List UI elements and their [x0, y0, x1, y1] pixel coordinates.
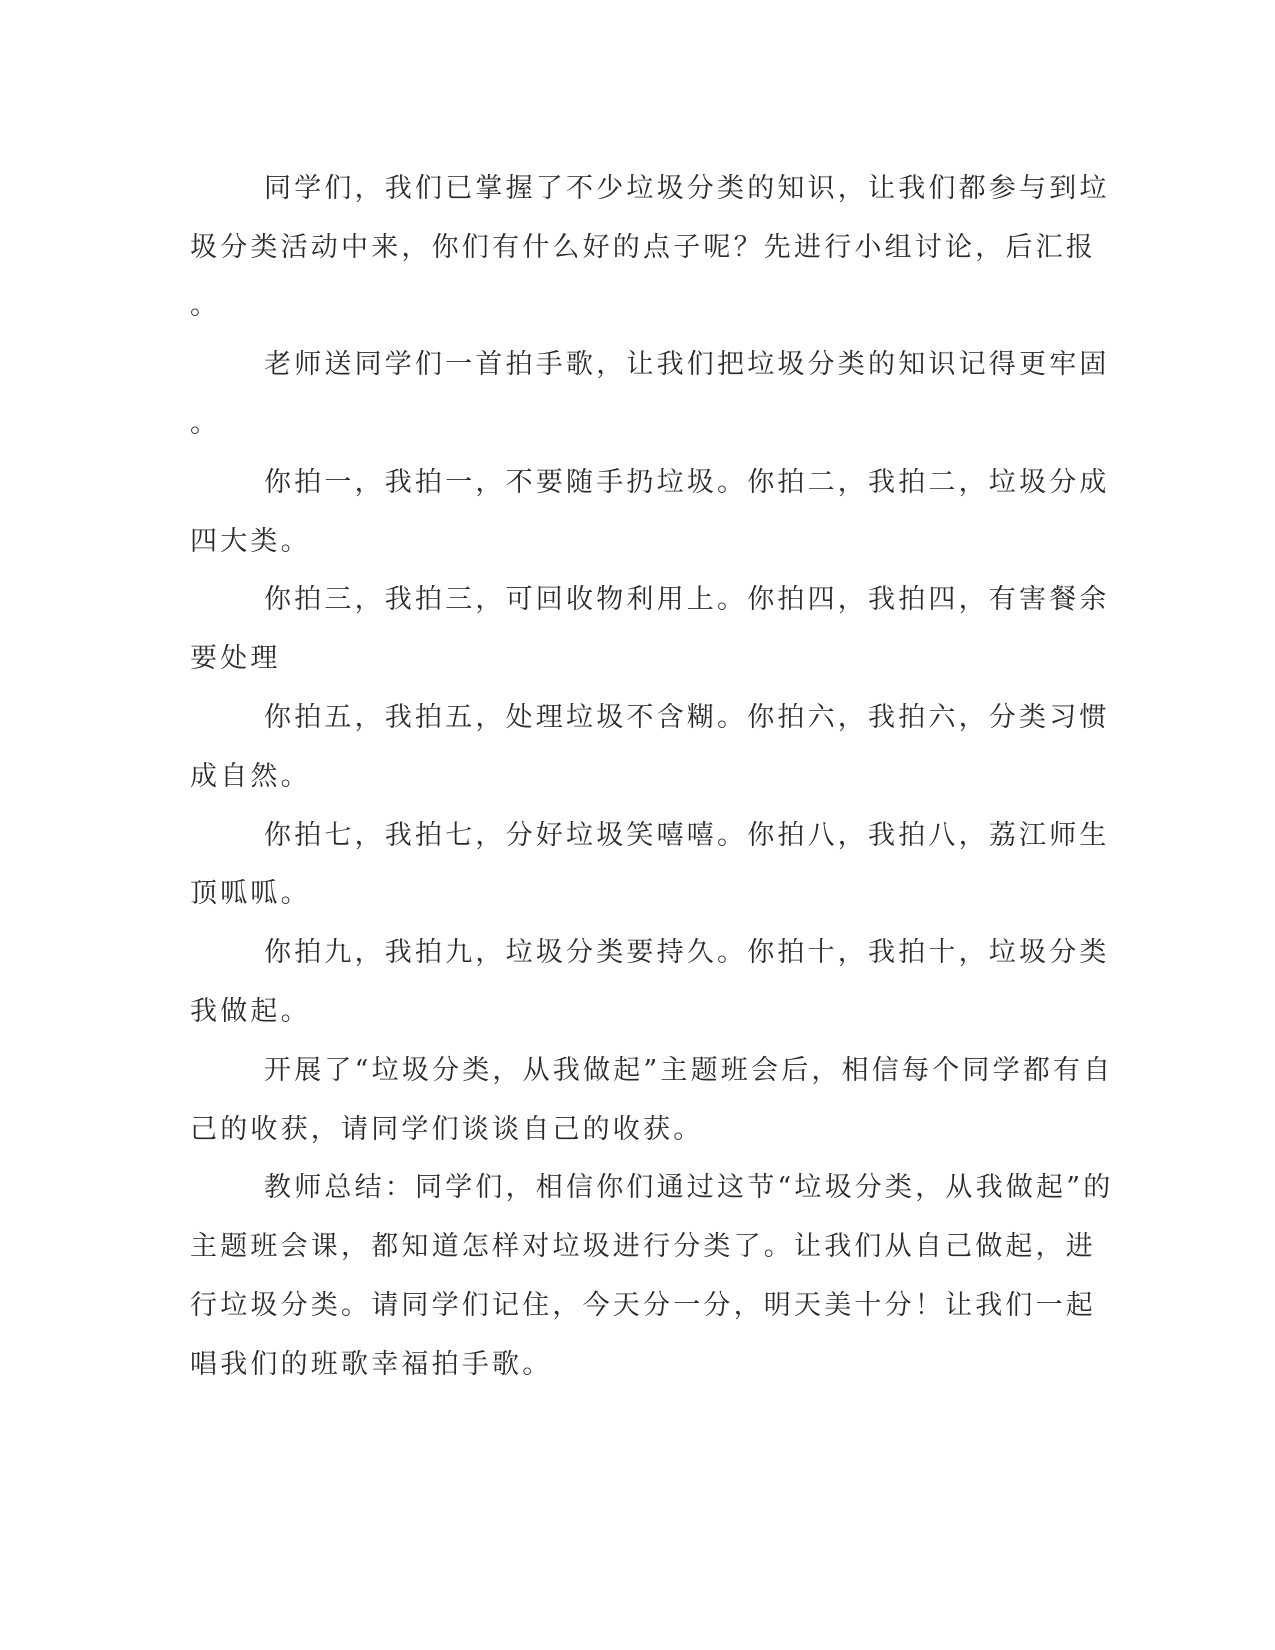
- paragraph-line: 。: [190, 290, 221, 321]
- paragraph-line: 你拍一，我拍一，不要随手扔垃圾。你拍二，我拍二，垃圾分成: [264, 467, 1110, 498]
- paragraph-line: 己的收获，请同学们谈谈自己的收获。: [190, 1114, 704, 1145]
- paragraph-line: 四大类。: [190, 526, 311, 557]
- paragraph-line: 同学们，我们已掌握了不少垃圾分类的知识，让我们都参与到垃: [264, 173, 1110, 204]
- paragraph-line: 顶呱呱。: [190, 878, 311, 909]
- paragraph-line: 主题班会课，都知道怎样对垃圾进行分类了。让我们从自己做起，进: [190, 1231, 1096, 1262]
- paragraph-line: 开展了“垃圾分类，从我做起”主题班会后，相信每个同学都有自: [264, 1055, 1114, 1086]
- paragraph-line: 我做起。: [190, 996, 311, 1027]
- paragraph-line: 你拍九，我拍九，垃圾分类要持久。你拍十，我拍十，垃圾分类: [264, 937, 1110, 968]
- paragraph-line: 圾分类活动中来，你们有什么好的点子呢？先进行小组讨论，后汇报: [190, 232, 1096, 263]
- paragraph-line: 成自然。: [190, 761, 311, 792]
- paragraph-line: 老师送同学们一首拍手歌，让我们把垃圾分类的知识记得更牢固: [264, 349, 1110, 380]
- paragraph-line: 。: [190, 408, 221, 439]
- paragraph-line: 要处理: [190, 643, 281, 674]
- paragraph-line: 你拍七，我拍七，分好垃圾笑嘻嘻。你拍八，我拍八，荔江师生: [264, 820, 1110, 851]
- paragraph-line: 你拍三，我拍三，可回收物利用上。你拍四，我拍四，有害餐余: [264, 584, 1110, 615]
- paragraph-line: 教师总结：同学们，相信你们通过这节“垃圾分类，从我做起”的: [264, 1172, 1114, 1203]
- paragraph-line: 行垃圾分类。请同学们记住，今天分一分，明天美十分！让我们一起: [190, 1290, 1096, 1321]
- paragraph-line: 唱我们的班歌幸福拍手歌。: [190, 1349, 553, 1380]
- paragraph-line: 你拍五，我拍五，处理垃圾不含糊。你拍六，我拍六，分类习惯: [264, 702, 1110, 733]
